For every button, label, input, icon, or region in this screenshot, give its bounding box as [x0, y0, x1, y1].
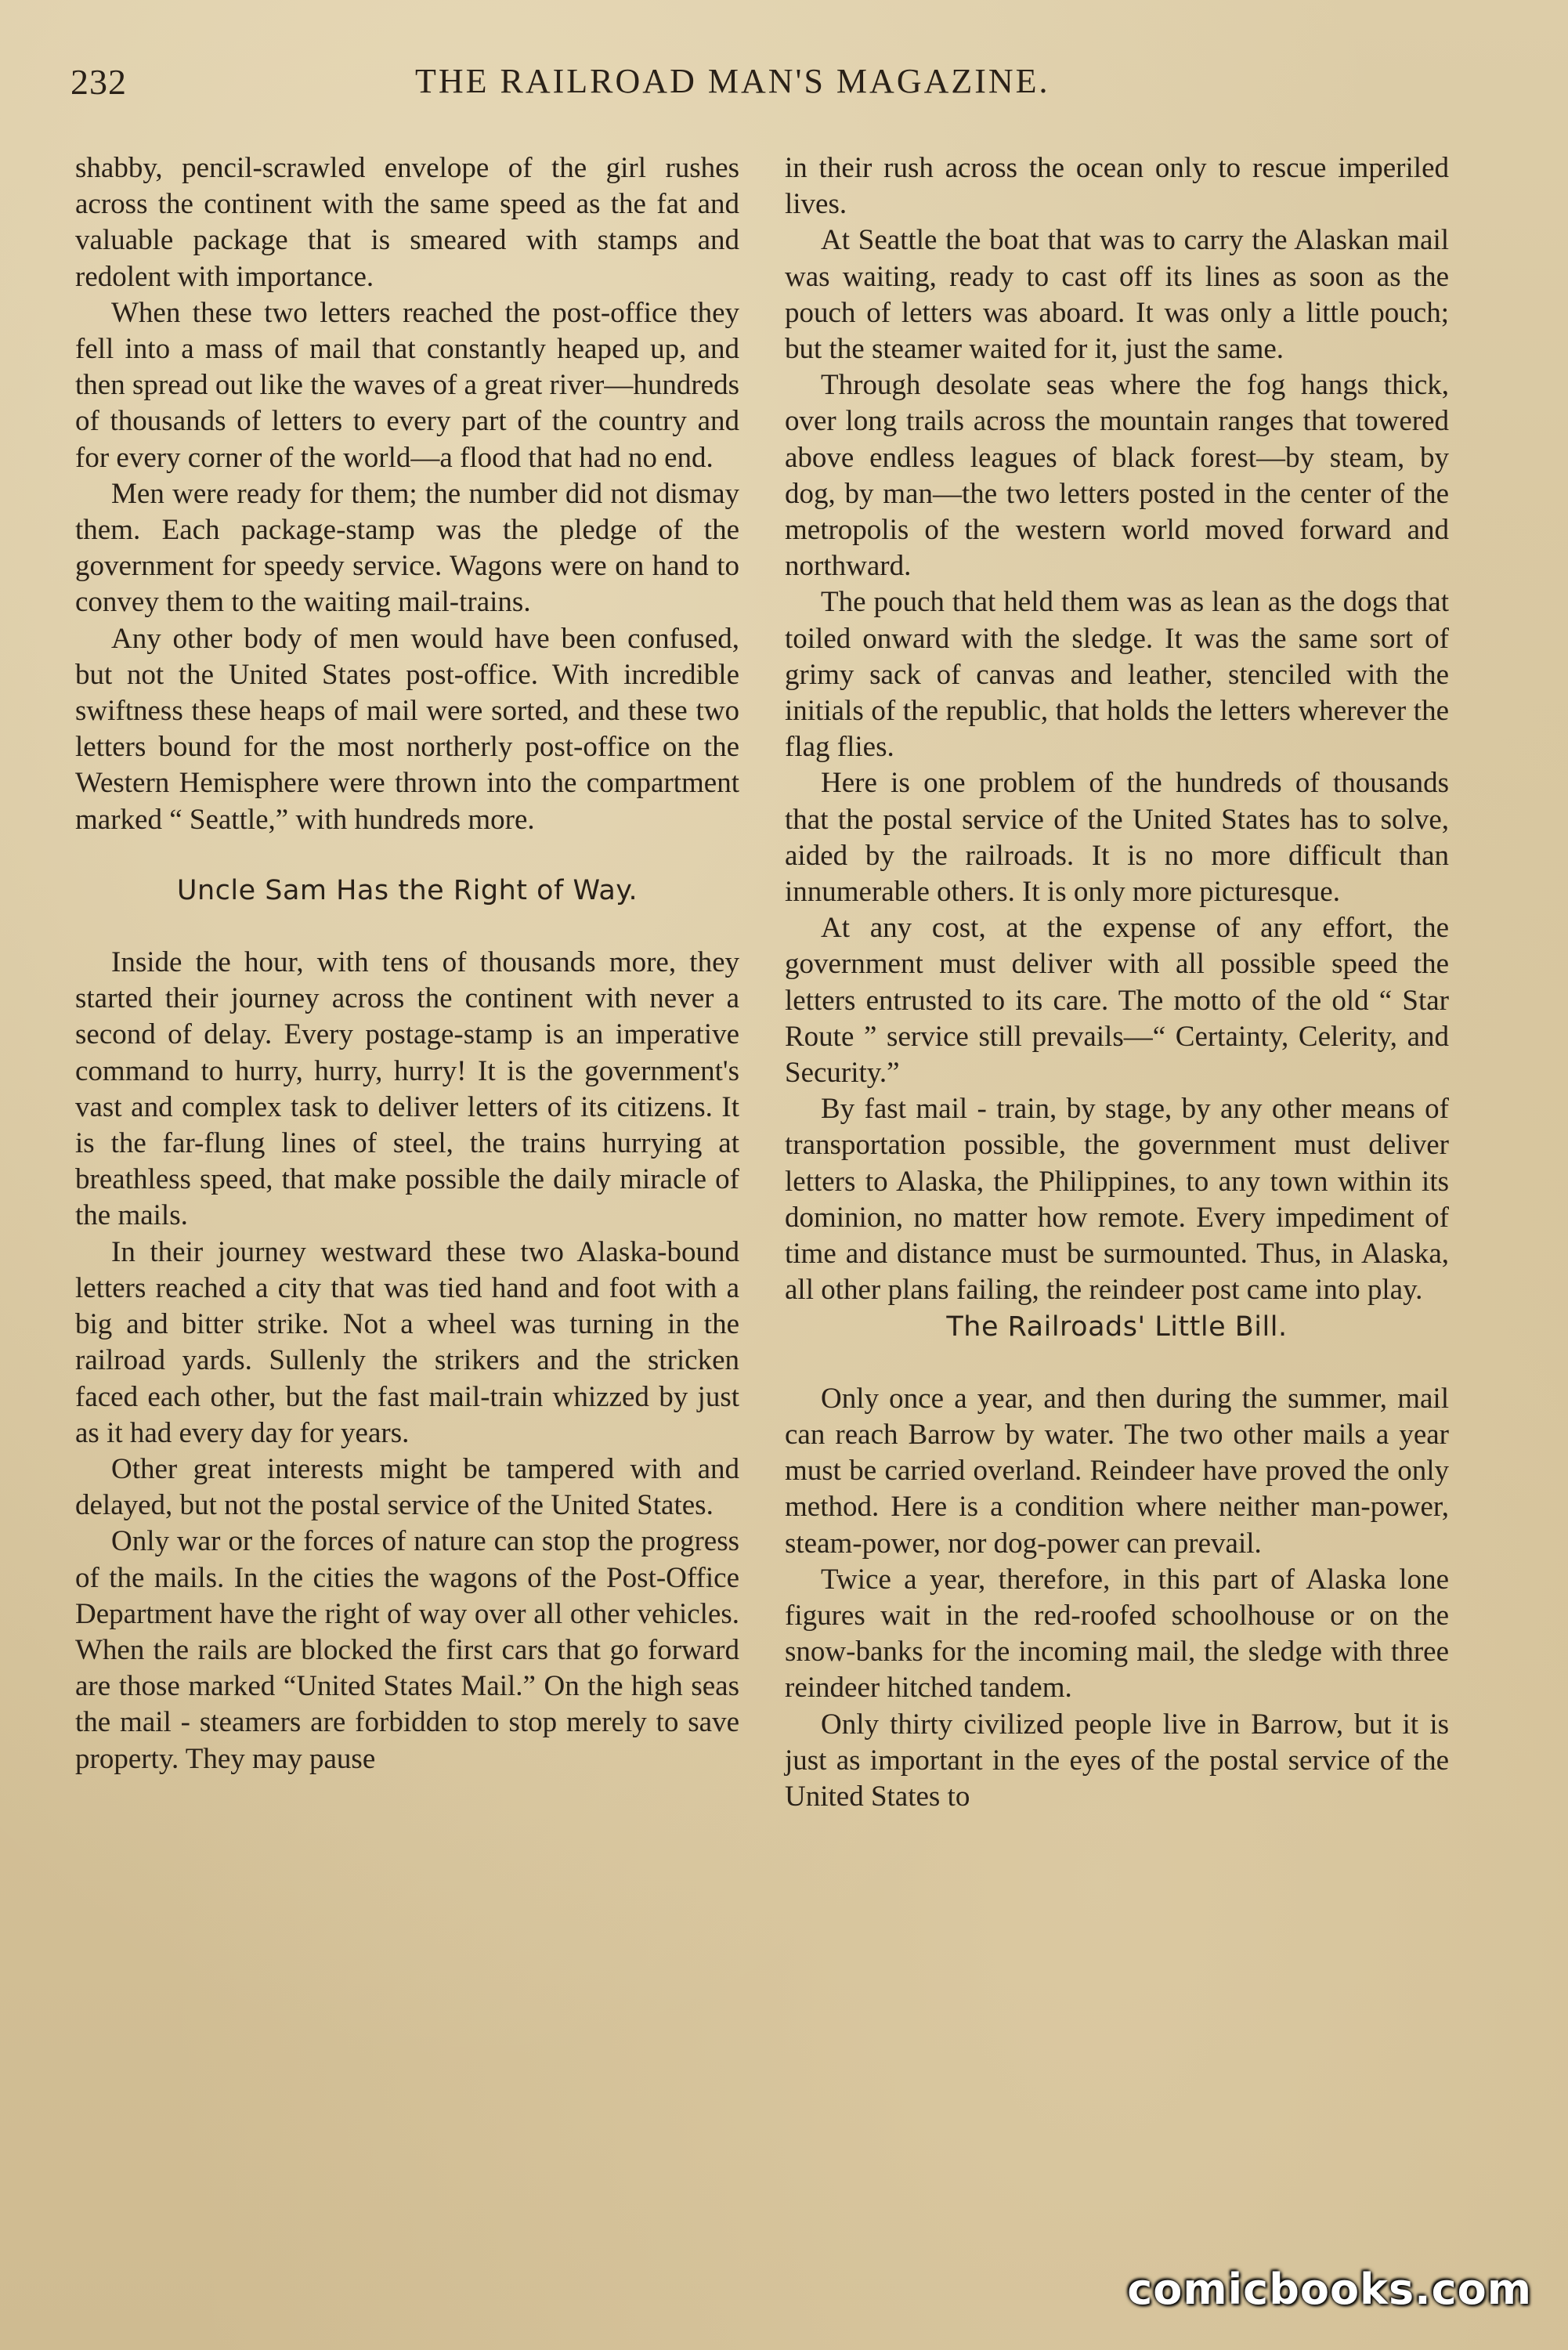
paragraph: Any other body of men would have been confused, but not the United States post-office. With incredible swiftness these heaps of mail were sorted, and these two letters bound for the most northerly post-office on the Western Hemisphere were thrown into the compartment marked “ Seattle,” with hundreds more.	[75, 622, 739, 836]
paragraph: Only war or the forces of nature can stop the progress of the mails. In the cities the wagons of the Post-Office Department have the right of way over all other vehicles. When the rails are blocked the first cars that go forward are those marked “United States Mail.” On the high seas the mail - steamers are forbidden to stop merely to save property. They may pause	[75, 1525, 739, 1775]
paragraph: At Seattle the boat that was to carry the Alaskan mail was waiting, ready to cast off its lines as soon as the pouch of letters was aboard. It was only a little pouch; but the steamer waited for it, just the same.	[785, 224, 1449, 366]
page-number: 232	[70, 62, 127, 102]
paragraph: shabby, pencil-scrawled envelope of the girl rushes across the continent with the same speed as the fat and valuable package that is smeared with stamps and redolent with importance.	[75, 152, 739, 293]
site-watermark: comicbooks.com	[1127, 2265, 1532, 2314]
paragraph: By fast mail - train, by stage, by any other means of transportation possible, the government must deliver letters to Alaska, the Philippines, to any town within its dominion, no matter how remote. Every impediment of time and distance must be surmounted. Thus, in Alaska, all other plans failing, the reindeer post came into play.	[785, 1093, 1449, 1307]
paragraph: In their journey westward these two Alaska-bound letters reached a city that was tied hand and foot with a big and bitter strike. Not a wheel was turning in the railroad yards. Sullenly the strikers and the stricken faced each other, but the fast mail-train whizzed by just as it had every day for years.	[75, 1235, 739, 1449]
paragraph: in their rush across the ocean only to rescue imperiled lives.	[785, 152, 1449, 221]
left-column	[75, 150, 739, 1777]
paragraph: When these two letters reached the post-office they fell into a mass of mail that constantly heaped up, and then spread out like the waves of a great river—hundreds of thousands of letters to every part of the country and for every corner of the world—a flood that had no end.	[75, 296, 739, 474]
paragraph: Only once a year, and then during the summer, mail can reach Barrow by water. The two other mails a year must be carried overland. Reindeer have proved the only method. Here is a condition where neither man-power, steam-power, nor dog-power can prevail.	[785, 1382, 1449, 1560]
paragraph: Inside the hour, with tens of thousands more, they started their journey across the continent with never a second of delay. Every postage-stamp is an imperative command to hurry, hurry, hurry! It is the government's vast and complex task to deliver letters of its citizens. It is the far-flung lines of steel, the trains hurrying at breathless speed, that make possible the daily miracle of the mails.	[75, 946, 739, 1232]
section-heading: Uncle Sam Has the Right of Way.	[176, 874, 638, 906]
paragraph: Through desolate seas where the fog hangs thick, over long trails across the mountain ranges that towered above endless leagues of black forest—by steam, by dog, by man—the two letters posted in the center of the metropolis of the western world moved forward and northward.	[785, 369, 1449, 583]
paragraph: Here is one problem of the hundreds of thousands that the postal service of the United States has to solve, aided by the railroads. It is no more difficult than innumerable others. It is only more picturesque.	[785, 767, 1449, 909]
paragraph: Other great interests might be tampered with and delayed, but not the postal service of the United States.	[75, 1452, 739, 1522]
page-header	[70, 61, 1449, 116]
paragraph: Only thirty civilized people live in Barrow, but it is just as important in the eyes of the postal service of the United States to	[785, 1708, 1449, 1813]
paragraph: Men were ready for them; the number did not dismay them. Each package-stamp was the pledge of the government for speedy service. Wagons were on hand to convey them to the waiting mail-trains.	[75, 477, 739, 619]
paragraph: Twice a year, therefore, in this part of Alaska lone figures wait in the red-roofed schoolhouse or on the snow-banks for the incoming mail, the sledge with three reindeer hitched tandem.	[785, 1563, 1449, 1705]
section-heading: The Railroads' Little Bill.	[946, 1311, 1288, 1343]
paragraph: The pouch that held them was as lean as the dogs that toiled onward with the sledge. It was the same sort of grimy sack of canvas and leather, stenciled with the initials of the republic, that holds the letters wherever the flag flies.	[785, 586, 1449, 764]
paragraph: At any cost, at the expense of any effort, the government must deliver with all possible speed the letters entrusted to its care. The motto of the old “ Star Route ” service still prevails—“ Certainty, Celerity, and Security.”	[785, 912, 1449, 1090]
magazine-title: THE RAILROAD MAN'S MAGAZINE.	[415, 62, 1050, 100]
right-column	[785, 150, 1449, 1815]
